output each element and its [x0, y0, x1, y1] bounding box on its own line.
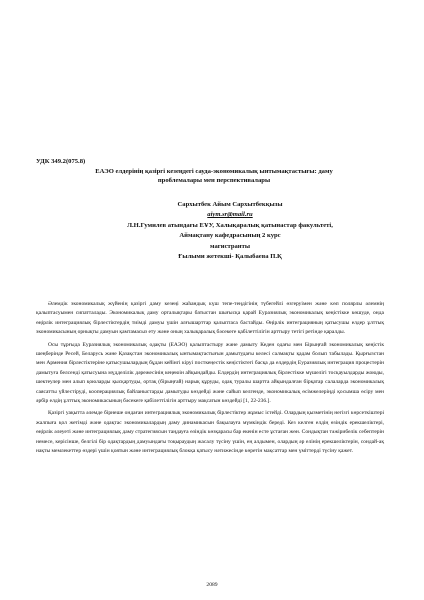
title-line-1: ЕАЭО елдерінің қазіргі кезеңдегі сауда-экономикалық ынтымақтастығы: даму	[95, 168, 333, 175]
paragraph-3: Қазіргі уақытта әлемде бірнеше ондаған интеграциялық экономикалық бірлестіктер жұмыс істейді. Олардың қызметінің негізгі көрсеткіштері жалпыға қол жетімді және одақтас экономикалардың даму динамикасын бақылауға мүмкіндік береді. Кез келген елдің өзіндік ерекшеліктері, өңірлік әлеуеті және интеграциялық даму стратегиясын таңдауға өзіндік көзқарасы бар екенін есте ұстаған жөн. Сондықтан тәжірибелік себептерін немесе, керісінше, белгілі бір одақтардың дамуындағы тоқыраудың жасалу түсіну үшін, ең алдымен, олардың әр елінің ерекшеліктерін, сондай-ақ нақты мемлекеттер өздері үшін қоятын және интеграциялық блокқа қатысу нәтижесінде көретін мақсаттар мен үміттерді түсіну қажет.	[36, 410, 384, 455]
affiliation-line-2: Аймақтану кафедрасының 2 курс	[179, 232, 281, 240]
title-line-2: проблемалары мен перспективалары	[157, 177, 271, 185]
paper-title	[44, 167, 384, 186]
affiliation-line-1: Л.Н.Гумилев атындағы ЕҰУ, Халықаралық қатынастар факультеті,	[127, 221, 333, 229]
paragraph-1: Әлемдік экономикалық жүйенің қазіргі даму кезеңі жаһандық күш тепе-теңдігінің түбегейлі өзгеруімен және көп полярлы әлемнің қалыптасуымен сипатталады. Экономикалық даму орталықтары батыстан шығысқа қарай Еуразиялық экономикалық кеңістікке көшуде, онда өңірлік интеграциялық бірлестіктердің тиімді дамуы үшін алғышарттар қалыптаса бастайды. Өңірлік интеграцияның қатысушы елдер ұлттық экономикасының орнықты дамуын қамтамасыз ету және оның халықаралық бәсекеге қабілеттілігін арттыру тетігі ретінде қаралды.	[36, 301, 384, 336]
udk-code: УДК 349.2(075.8)	[36, 158, 86, 165]
supervisor: Ғылыми жетекші- Қалыбаева П.Қ	[178, 253, 282, 261]
author-email[interactable]: aiym.sr@mail.ru	[207, 211, 253, 219]
author-name: Сархытбек Айым Сархытбекқызы	[177, 201, 283, 208]
body-text	[36, 300, 384, 460]
page-number: 2089	[206, 582, 218, 588]
affiliation-line-3: магистранты	[210, 242, 250, 250]
author-block	[96, 200, 364, 262]
paragraph-2: Осы тұрғыда Еуразиялық экономикалық одақты (ЕАЭО) қалыптастыру және дамыту Кеден одағы мен Бірыңғай экономикалық кеңістік шеңберінде Ресей, Беларусь және Қазақстан экономикалық ынтымақтастығын дамытудағы келесі салмақты қадам болып табылады. Қырғызстан мен Армения бірлестіктеріне қатысушылардың бұдан кейінгі кіруі посткеңестік кеңістіктегі басқа да елдердің Еуразиялық интеграция процестерін дамытуға белсенді қатысуына мүдделілік дәрежесінің кеңеюін айқындайды. Елдердің интеграциялық бірлестікке мүшелігі тосқауылдарды жоюды, шектеулер мен алып қоюларды қысқартуды, ортақ (бірыңғай) нарық құруды, одақ туралы шартта айқындалған бірқатар салаларда экономикалық саясатты үйлестіруді, кооперациялық байланыстарды дамытуды көздейді және сайып келгенде, экономикалық өсімжелеріңді қосымша өсіру мен әрбір елдің ұлттық экономикасының бәсекеге қабілеттілігін арттыру мақсатын көздейді [1, 22-236.].	[36, 341, 384, 405]
